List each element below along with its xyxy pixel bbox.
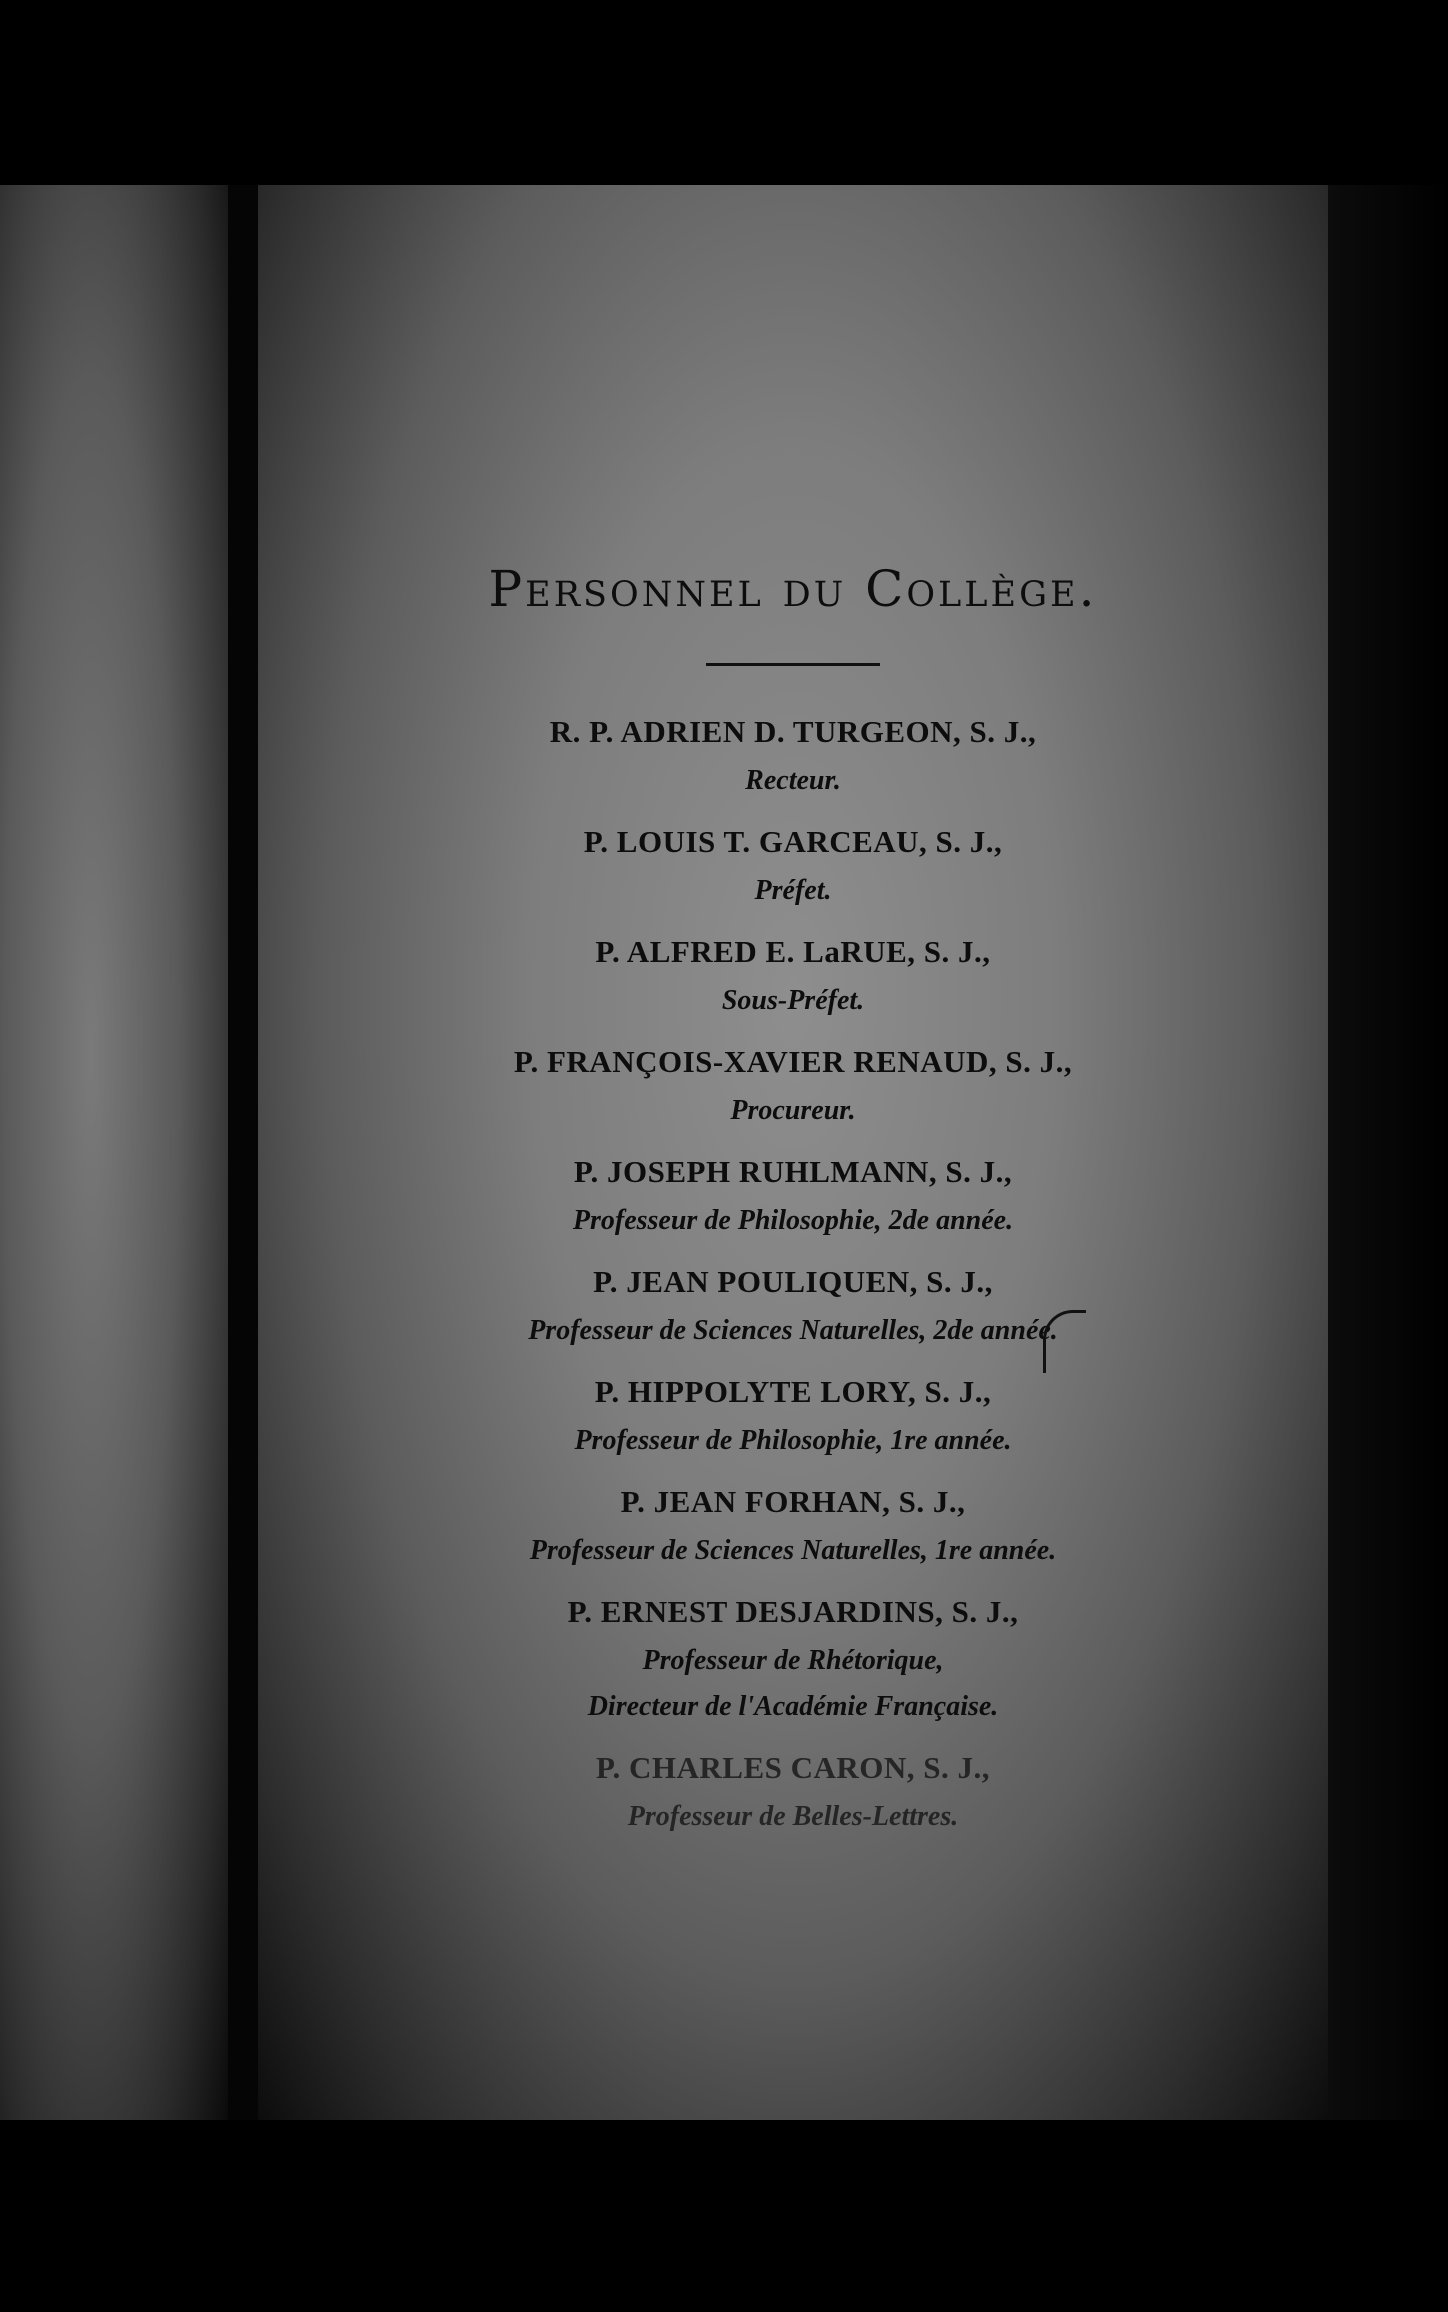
staff-entry	[258, 1256, 1328, 1354]
staff-role: Préfet.	[754, 875, 832, 906]
page-content	[258, 560, 1328, 1852]
staff-role: Sous-Préfet.	[721, 985, 865, 1016]
page-title: Personnel du Collège.	[488, 560, 1098, 618]
staff-entry	[258, 706, 1328, 804]
staff-entry	[258, 1742, 1328, 1840]
staff-name: P. ALFRED E. LaRUE, S. J.,	[595, 934, 991, 969]
staff-name: P. HIPPOLYTE LORY, S. J.,	[594, 1374, 992, 1409]
staff-role: Recteur.	[745, 765, 841, 796]
left-page-edge	[0, 185, 228, 2120]
staff-role: Professeur de Philosophie, 1re année.	[574, 1425, 1012, 1456]
staff-entry	[258, 1366, 1328, 1464]
staff-role: Professeur de Sciences Naturelles, 1re année.	[529, 1535, 1057, 1566]
staff-role: Directeur de l'Académie Française.	[587, 1691, 999, 1722]
staff-role: Professeur de Belles-Lettres.	[627, 1801, 959, 1832]
staff-entry	[258, 1036, 1328, 1134]
staff-name: P. ERNEST DESJARDINS, S. J.,	[567, 1594, 1019, 1629]
staff-entry	[258, 926, 1328, 1024]
staff-name: P. JOSEPH RUHLMANN, S. J.,	[573, 1154, 1013, 1189]
title-divider	[706, 663, 880, 666]
staff-name: P. LOUIS T. GARCEAU, S. J.,	[583, 824, 1003, 859]
staff-entry	[258, 1476, 1328, 1574]
staff-name: P. JEAN FORHAN, S. J.,	[620, 1484, 966, 1519]
staff-name: P. CHARLES CARON, S. J.,	[595, 1750, 991, 1785]
staff-role: Professeur de Rhétorique,	[642, 1645, 944, 1676]
staff-role: Professeur de Philosophie, 2de année.	[572, 1205, 1014, 1236]
margin-pencil-mark	[1043, 1310, 1086, 1373]
right-margin-shadow	[1328, 185, 1448, 2120]
staff-role: Professeur de Sciences Naturelles, 2de année.	[528, 1315, 1058, 1346]
staff-name: P. JEAN POULIQUEN, S. J.,	[593, 1264, 993, 1299]
staff-entry	[258, 1586, 1328, 1730]
staff-name: R. P. ADRIEN D. TURGEON, S. J.,	[549, 714, 1037, 749]
staff-name: P. FRANÇOIS-XAVIER RENAUD, S. J.,	[513, 1044, 1073, 1079]
staff-role: Procureur.	[730, 1095, 856, 1126]
staff-entry	[258, 1146, 1328, 1244]
staff-entry	[258, 816, 1328, 914]
book-spine	[228, 185, 258, 2120]
